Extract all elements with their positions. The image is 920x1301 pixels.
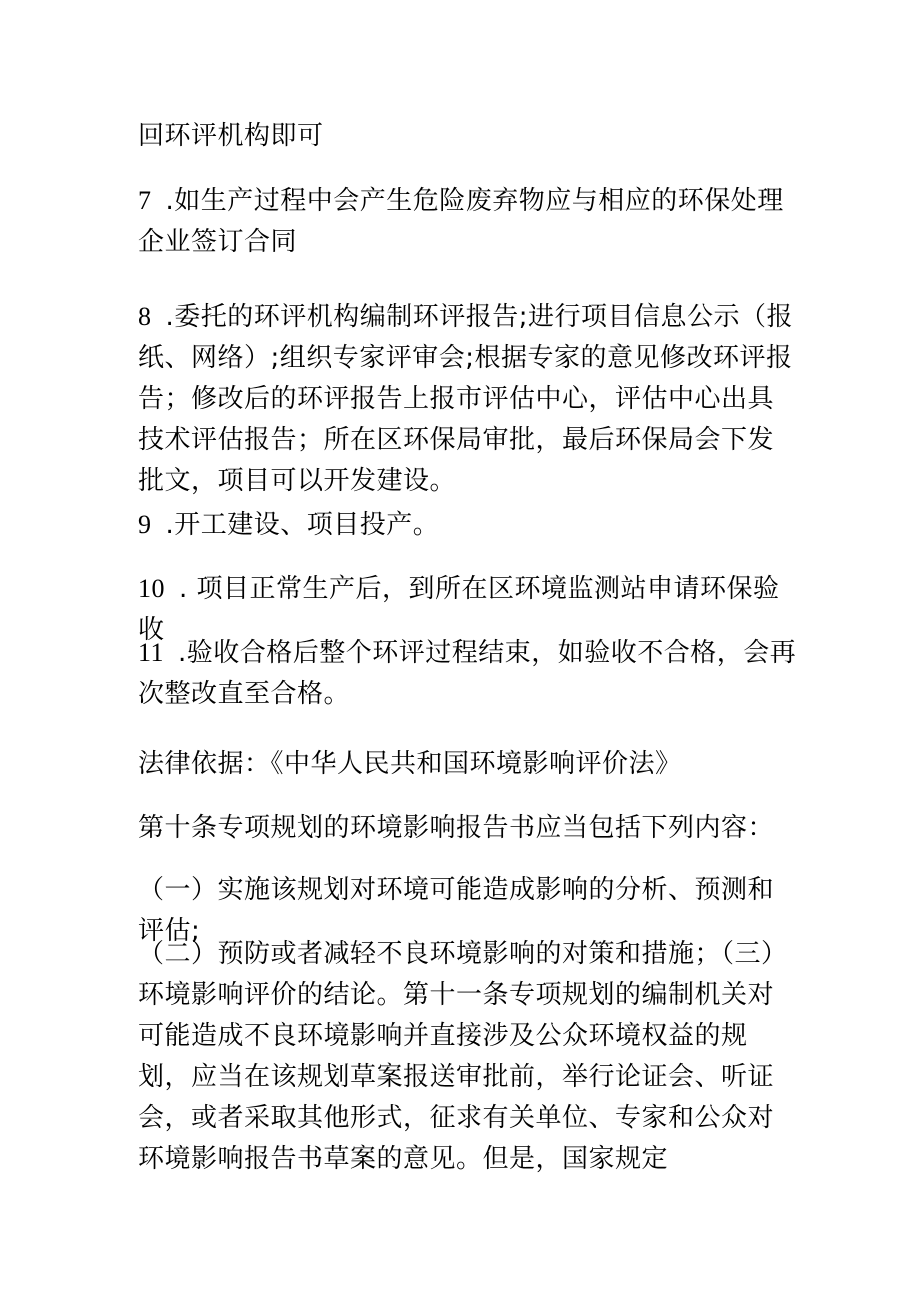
- list-number: 11: [138, 638, 165, 667]
- list-item-8: [138, 296, 798, 502]
- paragraph-text: 回环评机构即可: [138, 121, 324, 151]
- article-10-paragraph: [138, 808, 798, 849]
- paragraph-text: .如生产过程中会产生危险废弃物应与相应的环保处理企业签订合同: [138, 186, 784, 257]
- paragraph-text: （一）实施该规划对环境可能造成影响的分析、预测和评估;: [138, 875, 775, 946]
- list-item-11: [138, 632, 798, 715]
- list-number: 10: [138, 574, 165, 603]
- paragraph-text: .开工建设、项目投产。: [165, 510, 440, 540]
- list-number: 9: [138, 510, 152, 539]
- clause-2-paragraph: [138, 934, 798, 1180]
- list-number: 7: [138, 186, 152, 215]
- paragraph-text: .验收合格后整个环评过程结束，如验收不合格，会再次整改直至合格。: [138, 638, 797, 709]
- paragraph-text: （二）预防或者减轻不良环境影响的对策和措施；（三）环境影响评价的结论。第十一条专项规划的编制机关对可能造成不良环境影响并直接涉及公众环境权益的规划，应当在该规划草案报送审批前，举行论证会、听证会，或者采取其他形式，征求有关单位、专家和公众对环境影响报告书草案的意见。但是，国家规定: [138, 939, 788, 1174]
- paragraph-text: .委托的环评机构编制环评报告;进行项目信息公示（报纸、网络）;组织专家评审会;根据专家的意见修改环评报告；修改后的环评报告上报市评估中心，评估中心出具技术评估报告；所在区环保局审批，最后环保局会下发批文，项目可以开发建设。: [138, 302, 794, 496]
- list-number: 8: [138, 302, 152, 331]
- paragraph-text: 第十条专项规划的环境影响报告书应当包括下列内容：: [138, 813, 775, 843]
- list-item-9: [138, 504, 798, 546]
- list-item-7: [138, 180, 798, 263]
- legal-basis-paragraph: [138, 744, 798, 785]
- paragraph-text: 法律依据：《中华人民共和国环境影响评价法》: [138, 749, 682, 779]
- paragraph-text: . 项目正常生产后，到所在区环境监测站申请环保验收: [138, 574, 780, 645]
- paragraph-continuation: [138, 116, 798, 157]
